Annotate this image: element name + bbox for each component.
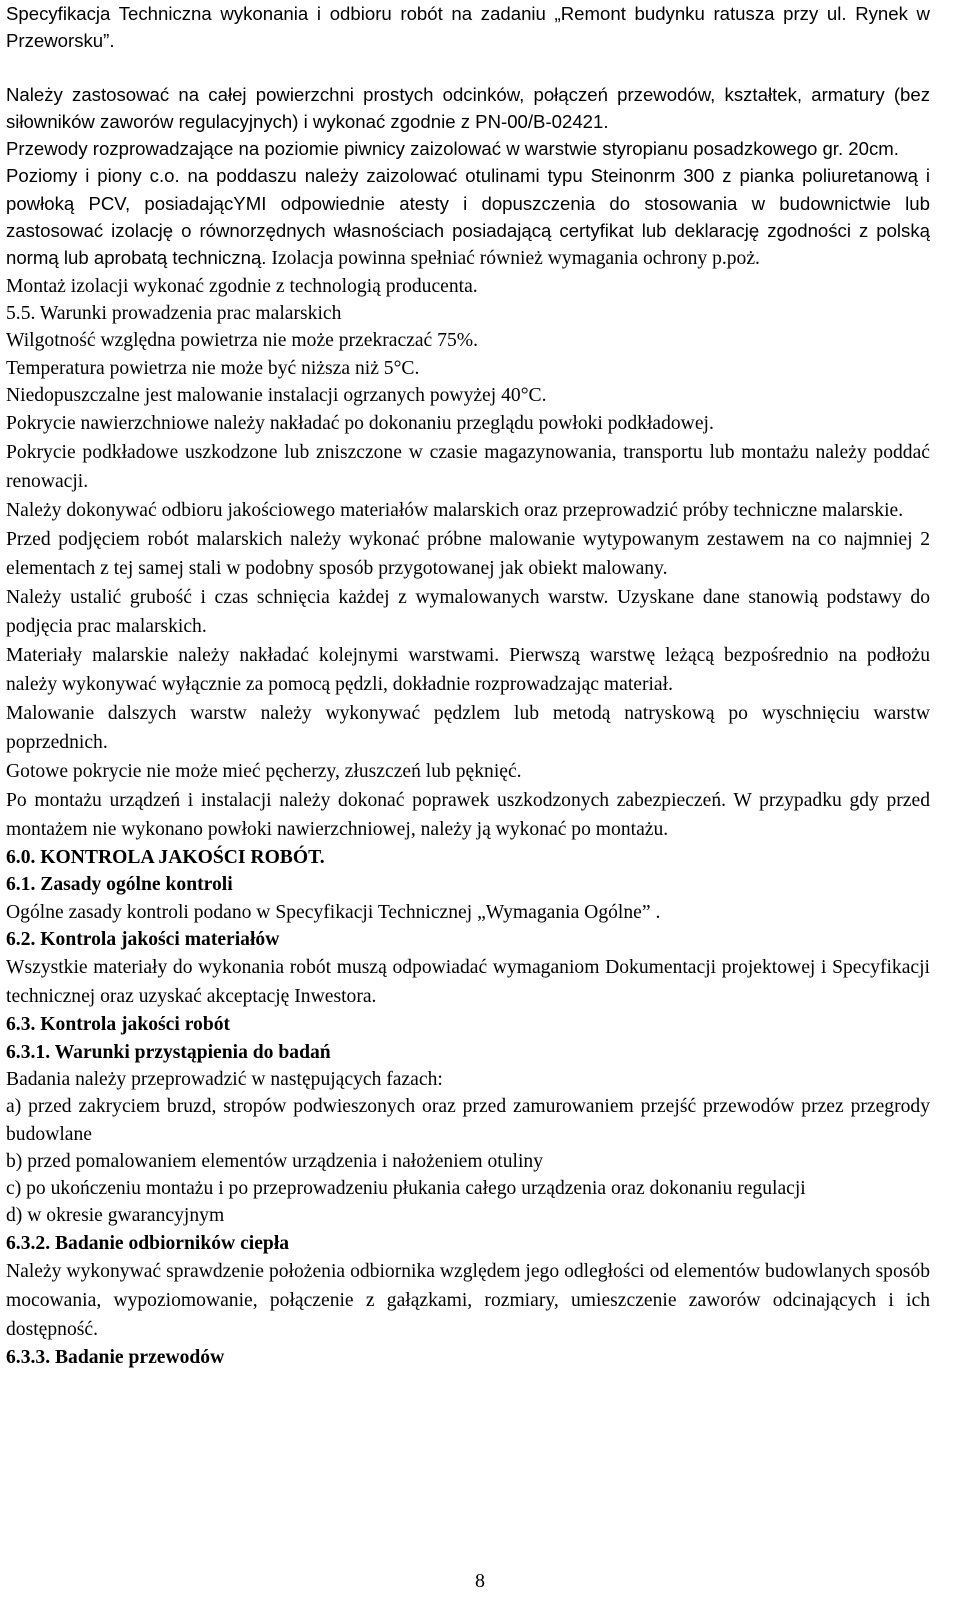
paragraph-attic-pipes-main: Poziomy i piony c.o. na poddaszu należy zaizolować otulinami typu Steinonrm 300 z pianka poliuretanową i powłoką PCV, posiadającYMI odpowiednie atesty i dopuszczenia do stosowania w budownictwie lub zastosować izolację o równorzędnych własnościach posiadającą certyfikat lub deklarację zgodności z polską normą lub aprobatą techniczną. bbox=[6, 165, 930, 269]
list-item-d: d) w okresie gwarancyjnym bbox=[6, 1205, 225, 1227]
section-heading-6-0: 6.0. KONTROLA JAKOŚCI ROBÓT. bbox=[6, 847, 325, 869]
section-heading-6-3-3: 6.3.3. Badanie przewodów bbox=[6, 1347, 225, 1369]
paragraph-fire-protection: Izolacja powinna spełniać również wymagania ochrony p.poż. bbox=[266, 248, 760, 270]
paragraph-test-painting: Przed podjęciem robót malarskich należy wykonać próbne malowanie wytypowanym zestawem na co najmniej 2 elementach z tej samej stali w podobny sposób przygotowanej jak obiekt malowany. bbox=[6, 529, 930, 580]
paragraph-top-coat: Pokrycie nawierzchniowe należy nakładać po dokonaniu przeglądu powłoki podkładowej. bbox=[6, 413, 714, 435]
paragraph-test-phases: Badania należy przeprowadzić w następujących fazach: bbox=[6, 1068, 443, 1090]
paragraph-humidity: Wilgotność względna powietrza nie może przekraczać 75%. bbox=[6, 330, 478, 352]
paragraph-primer-repair: Pokrycie podkładowe uszkodzone lub zniszczone w czasie magazynowania, transportu lub montażu należy poddać renowacji. bbox=[6, 442, 930, 493]
list-item-c: c) po ukończeniu montażu i po przeprowadzeniu płukania całego urządzenia oraz dokonaniu regulacji bbox=[6, 1178, 806, 1200]
section-heading-6-2: 6.2. Kontrola jakości materiałów bbox=[6, 929, 280, 951]
paragraph-materials-control: Wszystkie materiały do wykonania robót muszą odpowiadać wymaganiom Dokumentacji projektowej i Specyfikacji technicznej oraz uzyskać akceptację Inwestora. bbox=[6, 957, 930, 1008]
section-heading-6-3-2: 6.3.2. Badanie odbiorników ciepła bbox=[6, 1232, 290, 1254]
paragraph-quality-acceptance: Należy dokonywać odbioru jakościowego materiałów malarskich oraz przeprowadzić próby techniczne malarskie. bbox=[6, 500, 904, 522]
paragraph-temperature: Temperatura powietrza nie może być niższa niż 5°C. bbox=[6, 357, 420, 379]
section-heading-6-1: 6.1. Zasady ogólne kontroli bbox=[6, 874, 233, 896]
list-item-b: b) przed pomalowaniem elementów urządzenia i nałożeniem otuliny bbox=[6, 1150, 543, 1172]
paragraph-heated-installations: Niedopuszczalne jest malowanie instalacji ogrzanych powyżej 40°C. bbox=[6, 384, 547, 406]
paragraph-heat-receivers: Należy wykonywać sprawdzenie położenia odbiornika względem jego odległości od elementów budowlanych sposób mocowania, wypoziomowanie, połączenie z gałązkami, rozmiary, umieszczenie zaworów odcinających i ich dostępność. bbox=[6, 1261, 930, 1341]
paragraph-layering: Materiały malarskie należy nakładać kolejnymi warstwami. Pierwszą warstwę leżącą bezpośrednio na podłożu należy wykonywać wyłącznie za pomocą pędzli, dokładnie rozprowadzając materiał. bbox=[6, 645, 930, 696]
paragraph-finished-coating: Gotowe pokrycie nie może mieć pęcherzy, złuszczeń lub pęknięć. bbox=[6, 761, 522, 783]
page-number: 8 bbox=[475, 1570, 485, 1592]
paragraph-further-layers: Malowanie dalszych warstw należy wykonywać pędzlem lub metodą natryskową po wyschnięciu warstw poprzednich. bbox=[6, 703, 930, 754]
paragraph-after-installation: Po montażu urządzeń i instalacji należy dokonać poprawek uszkodzonych zabezpieczeń. W przypadku gdy przed montażem nie wykonano powłoki nawierzchniowej, należy ją wykonać po montażu. bbox=[6, 790, 930, 841]
section-heading-6-3-1: 6.3.1. Warunki przystąpienia do badań bbox=[6, 1041, 331, 1063]
paragraph-insulation-scope: Należy zastosować na całej powierzchni prostych odcinków, połączeń przewodów, kształtek, armatury (bez siłowników zaworów regulacyjnych) i wykonać zgodnie z PN-00/B-02421. bbox=[6, 83, 930, 132]
paragraph-basement-pipes: Przewody rozprowadzające na poziomie piwnicy zaizolować w warstwie styropianu posadzkowego gr. 20cm. bbox=[6, 138, 899, 160]
section-heading-5-5: 5.5. Warunki prowadzenia prac malarskich bbox=[6, 302, 342, 324]
paragraph-thickness-drying: Należy ustalić grubość i czas schnięcia każdej z wymalowanych warstw. Uzyskane dane stanowią podstawy do podjęcia prac malarskich. bbox=[6, 587, 930, 638]
paragraph-attic-pipes bbox=[6, 162, 930, 272]
document-title: Specyfikacja Techniczna wykonania i odbioru robót na zadaniu „Remont budynku ratusza przy ul. Rynek w Przeworsku”. bbox=[6, 3, 930, 52]
paragraph-installation-technology: Montaż izolacji wykonać zgodnie z technologią producenta. bbox=[6, 275, 478, 297]
section-heading-6-3: 6.3. Kontrola jakości robót bbox=[6, 1014, 231, 1036]
paragraph-general-rules: Ogólne zasady kontroli podano w Specyfikacji Technicznej „Wymagania Ogólne” . bbox=[6, 901, 661, 923]
list-item-a: a) przed zakryciem bruzd, stropów podwieszonych oraz przed zamurowaniem przejść przewodów przez przegrody budowlane bbox=[6, 1096, 930, 1145]
